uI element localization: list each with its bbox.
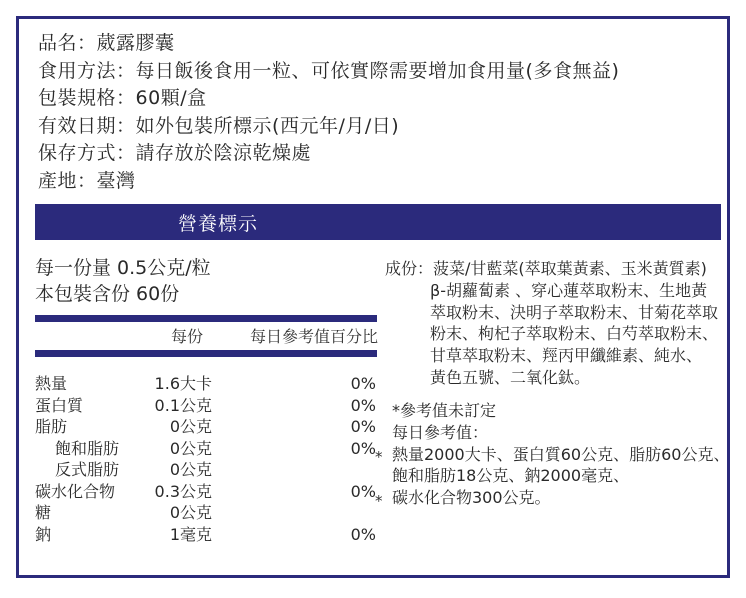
info-row-storage — [38, 140, 619, 168]
nutrient-values — [130, 373, 212, 545]
info-row-origin — [38, 168, 619, 196]
notes-line: 熱量2000大卡、蛋白質60公克、脂肪60公克、 — [392, 444, 730, 464]
nutrient-name: 脂肪 — [35, 417, 68, 436]
nutrient-pct: 0% — [350, 481, 376, 501]
nutrient-value: 0公克 — [169, 438, 212, 458]
servings-per-pack: 本包裝含份 60份 — [35, 283, 180, 305]
nutrient-pct: 0% — [350, 524, 376, 544]
table-divider-top — [35, 315, 377, 322]
nutrient-name: 反式脂肪 — [55, 460, 120, 479]
info-value: 如外包裝所標示(西元年/月/日) — [135, 114, 400, 137]
info-value: 60顆/盒 — [135, 87, 207, 109]
info-sep: ： — [116, 142, 136, 164]
info-key: 有效日期 — [38, 114, 117, 137]
ingredients-line: 甘草萃取粉末、羥丙甲纖維素、純水、 — [430, 346, 703, 366]
nutrient-pct — [310, 459, 376, 481]
ingredients-line: 粉末、枸杞子萃取粉末、白芍萃取粉末、 — [430, 324, 719, 344]
table-divider-bottom — [35, 350, 377, 357]
nutrient-pct: 0% — [350, 395, 376, 415]
col-per-serving: 每份 — [171, 327, 204, 346]
nutrient-value: 0公克 — [169, 460, 212, 479]
notes-line: 每日參考值： — [392, 422, 489, 442]
col-daily-pct: 每日參考值百分比 — [250, 327, 379, 346]
nutrient-name: 蛋白質 — [35, 395, 84, 415]
info-key: 包裝規格 — [38, 87, 117, 109]
info-value: 請存放於陰涼乾燥處 — [135, 142, 312, 164]
nutrient-pct: 0% — [350, 417, 376, 436]
asterisk-carbohydrate: * — [375, 492, 383, 510]
info-key: 產地 — [38, 169, 78, 192]
ingredients-line: 萃取粉末、決明子萃取粉末、甘菊花萃取 — [430, 302, 719, 322]
notes-line: *參考值未訂定 — [392, 401, 497, 420]
info-sep: ： — [116, 114, 136, 137]
info-sep: ： — [77, 32, 97, 54]
info-value: 每日飯後食用一粒、可依實際需要增加食用量(多食無益) — [135, 59, 620, 82]
nutrient-pct — [310, 502, 376, 524]
nutrient-value: 0.1公克 — [154, 395, 212, 415]
info-key: 品名 — [38, 32, 78, 54]
info-key: 保存方式 — [38, 142, 117, 164]
nutrient-name: 糖 — [35, 503, 52, 522]
nutrient-value: 0公克 — [169, 417, 212, 436]
asterisk-saturated-fat: * — [375, 448, 383, 466]
info-row-usage — [38, 58, 619, 86]
nutrient-value: 1毫克 — [169, 524, 212, 544]
ingredients-line: 成份：菠菜/甘藍菜(萃取葉黃素、玉米黃質素) — [385, 259, 707, 278]
serving-size: 每一份量 0.5公克/粒 — [35, 257, 211, 279]
nutrient-value: 0公克 — [169, 503, 212, 522]
nutrient-name: 碳水化合物 — [35, 481, 116, 501]
info-row-package — [38, 85, 619, 113]
info-value: 葳露膠囊 — [96, 32, 175, 54]
info-row-name — [38, 30, 619, 58]
serving-info — [35, 255, 211, 307]
info-sep: ： — [116, 87, 136, 109]
nutrition-title: 營養標示 — [178, 213, 259, 235]
nutrient-percents — [310, 373, 376, 545]
nutrient-name: 鈉 — [35, 524, 52, 544]
info-value: 臺灣 — [96, 169, 136, 192]
nutrient-value: 0.3公克 — [154, 481, 212, 501]
notes-line: 飽和脂肪18公克、鈉2000毫克、 — [392, 466, 630, 486]
ingredients-line: 黃色五號、二氧化鈦。 — [430, 367, 591, 387]
nutrient-name: 飽和脂肪 — [55, 438, 120, 458]
nutrient-names — [35, 373, 119, 545]
info-row-expiry — [38, 113, 619, 141]
info-sep: ： — [116, 59, 136, 82]
nutrient-pct: 0% — [350, 438, 376, 458]
product-info — [38, 30, 619, 195]
info-sep: ： — [77, 169, 97, 192]
ingredients-block — [385, 258, 718, 389]
ingredients-line: β-胡蘿蔔素 、穿心蓮萃取粉末、生地黃 — [430, 280, 708, 300]
nutrition-banner — [35, 204, 721, 240]
info-key: 食用方法 — [38, 59, 117, 82]
nutrient-pct: 0% — [350, 374, 376, 393]
notes-line: 碳水化合物300公克。 — [392, 488, 551, 508]
reference-notes — [392, 400, 729, 509]
nutrient-value: 1.6大卡 — [154, 374, 212, 393]
nutrient-name: 熱量 — [35, 374, 68, 393]
